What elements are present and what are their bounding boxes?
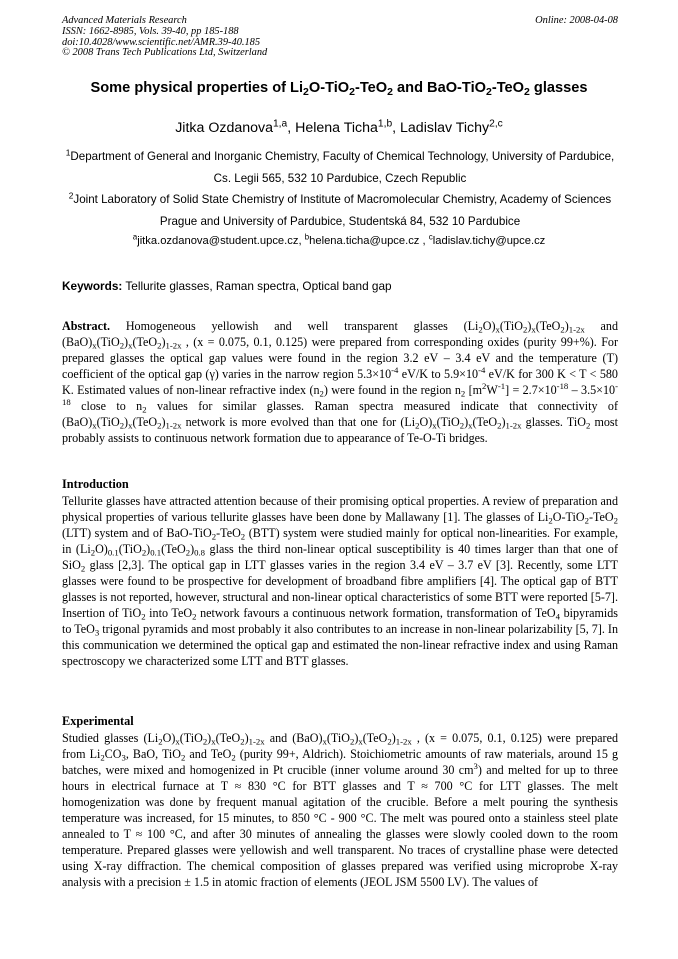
keywords-text: Tellurite glasses, Raman spectra, Optical band gap — [125, 279, 392, 293]
intro-heading: Introduction — [62, 477, 129, 491]
author-name: Helena Ticha — [295, 120, 378, 136]
abstract — [62, 318, 618, 446]
author-name: Jitka Ozdanova — [175, 120, 273, 136]
email-link: helena.ticha@upce.cz , — [309, 235, 426, 247]
email-link: ladislav.tichy@upce.cz — [432, 235, 546, 247]
intro-text: Tellurite glasses have attracted attention because of their promising optical properties. A review of preparation and physical properties of various tellurite glasses have been done by Mallawany [1]. The glasses of $Li_2O-TiO_2-TeO_2$ (LTT) system and of BaO-TiO$_2$-TeO$_2$ (BTT) system were studied mainly for optical non-linearities. For example, in $(Li_2O)_{0.1}(TiO_2)_{0.1}(TeO_2)_{0.8}$ glass the third non-linear optical susceptibility is 40 times larger than that one of SiO$_2$ glass [2,3]. The optical gap in LTT glasses varies in the region 3.4 eV – 3.7 eV [3]. Recently, some LTT glasses were found to be prospective for development of broadband fibre amplifiers [4]. The optical gap of BTT glasses is not reported, however, structural and non-linear optical characteristics of some BTT were reported [5-7]. Insertion of TiO$_2$ into TeO$_2$ network favours a continuous network formation, transformation of TeO$_4$ bipyramids to TeO$_3$ trigonal pyramids and most probably it also contributes to an increase in non-linear polarizability [5, 7]. In this communication we determined the optical gap and estimated the non-linear refractive index and using Raman spectroscopy we characterized some LTT and BTT glasses. — [62, 494, 618, 668]
issn-line: ISSN: 1662-8985, Vols. 39-40, pp 185-188 — [62, 25, 239, 37]
keywords — [62, 279, 618, 293]
abstract-text: Homogeneous yellowish and well transparent glasses $(Li_2O)_x(TiO_2)_x(TeO_2)_{1-2x}$ and $(BaO)_x(TiO_2)_x(TeO_2)_{1-2x}$ , (x = 0.075, 0.1, 0.125) were prepared from corresponding oxides (purity 99+%). For prepared glasses the optical gap values were found in the region 3.2 eV – 3.4 eV and the temperature (T) coefficient of the optical gap (γ) varies in the narrow region $5.3\times 10^{-4}$ eV/K to $5.9\times 10^{-4}$ eV/K for 300 K < T < 580 K. Estimated values of non-linear refractive index $(n_2)$ were found in the region $n_2$ $[m^2W^{-1}] = 2.7\times 10^{-18} - 3.5\times 10^{-18}$ close to $n_2$ values for similar glasses. Raman spectra measured indicate that connectivity of $(BaO)_x(TiO_2)_x(TeO_2)_{1-2x}$ network is more evolved than that one for $(Li_2O)_x(TiO_2)_x(TeO_2)_{1-2x}$ glasses. TiO$_2$ most probably assists to continuous network formation due to appearance of Te-O-Ti bridges. — [62, 319, 618, 445]
paper-title: Some physical properties of $Li_2O-TiO_2-TeO_2$ and BaO-TiO$_2$-TeO$_2$ glasses — [90, 80, 588, 99]
keywords-label: Keywords: — [62, 279, 123, 293]
online-date: Online: 2008-04-08 — [535, 15, 618, 26]
email-link: jitka.ozdanova@student.upce.cz, — [137, 235, 302, 247]
doi-line: doi:10.4028/www.scientific.net/AMR.39-40.185 — [62, 36, 261, 48]
author-emails: $^a$jitka.ozdanova@student.upce.cz, $^b$helena.ticha@upce.cz , $^c$ladislav.tichy@upce.cz — [132, 232, 546, 247]
copyright-line: © 2008 Trans Tech Publications Ltd, Switzerland — [62, 47, 268, 59]
author-name: Ladislav Tichy — [400, 120, 490, 136]
journal-header — [62, 16, 618, 59]
experimental-text: Studied glasses $(Li_2O)_x(TiO_2)_x(TeO_2)_{1-2x}$ and $(BaO)_x(TiO_2)_x(TeO_2)_{1-2x}$ , (x = 0.075, 0.1, 0.125) were prepared from $Li_2CO_3$, BaO, TiO$_2$ and TeO$_2$ (purity 99+, Aldrich). Stoichiometric amounts of raw materials, around 15 g batches, were mixed and homogenized in Pt crucible (inner volume around 30 $cm^3$) and melted for up to three hours in electrical furnace at T ≈ 830 °C for BTT glasses and T ≈ 700 °C for LTT glasses. The melt homogenization was done by frequent manual agitation of the crucible. Before a melt pouring the synthesis temperature was increased, for 15 minutes, to 850 °C - 900 °C. The melt was poured onto a stainless steel plate annealed to T ≈ 100 °C, and after 30 minutes of annealing the glasses were slowly cooled down to the room temperature. Prepared glasses were yellowish and well transparent. No traces of crystalline phase were detected using X-ray diffraction. The chemical composition of glasses prepared was verified using microprobe X-ray analysis with a precision ± 1.5 in atomic fraction of elements (JEOL JSM 5500 LV). The values of — [62, 731, 618, 889]
affiliation-1: $^1$Department of General and Inorganic Chemistry, Faculty of Chemical Technology, University of Pardubice, Cs. Legii 565, 532 10 Pardubice, Czech Republic — [65, 147, 615, 185]
journal-name: Advanced Materials Research — [62, 15, 187, 26]
experimental-heading: Experimental — [62, 714, 134, 728]
abstract-label: Abstract. — [62, 319, 111, 333]
author-list: Jitka Ozdanova$^{1,a}$, Helena Ticha$^{1,b}$, Ladislav Tichy$^{2,c}$ — [175, 118, 503, 136]
affiliation-2: $^2$Joint Laboratory of Solid State Chemistry of Institute of Macromolecular Chemistry, Academy of Sciences Prague and University of Pardubice, Studentská 84, 532 10 Pardubice — [68, 190, 612, 228]
